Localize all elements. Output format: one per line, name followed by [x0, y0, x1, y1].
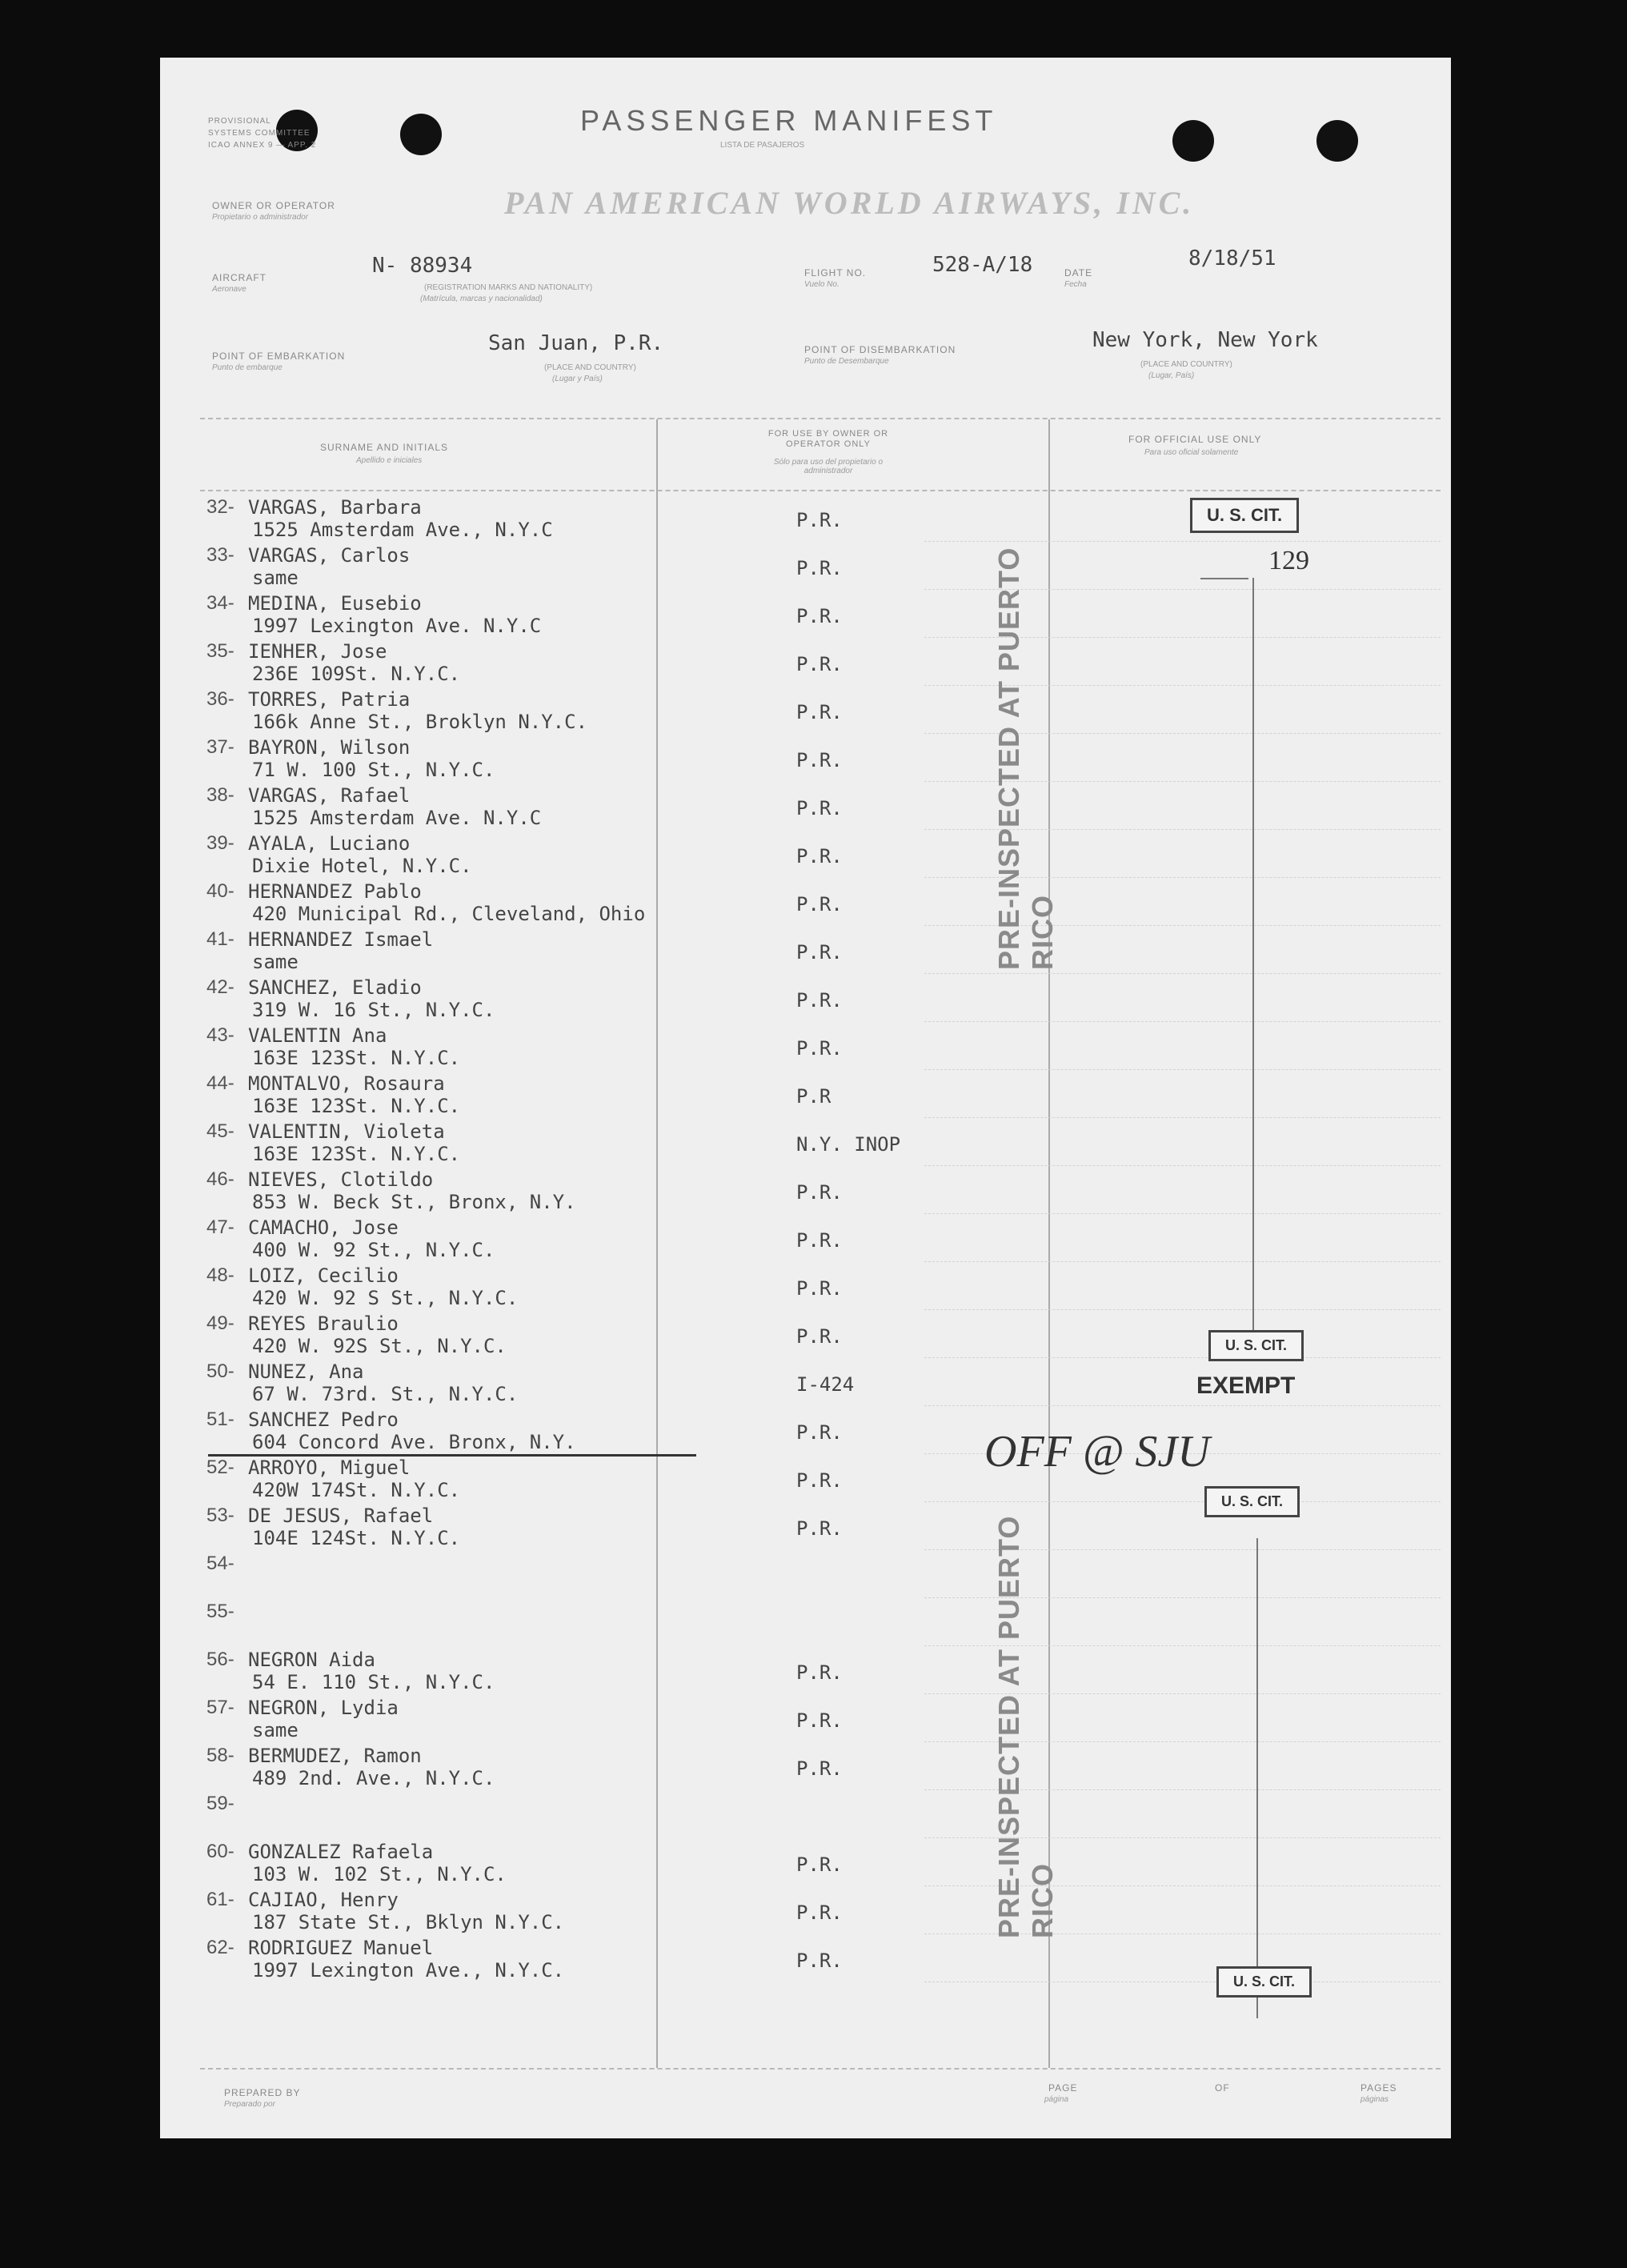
row-number: 54- — [206, 1553, 234, 1574]
operator-code: P.R — [796, 1085, 832, 1108]
operator-code: P.R. — [796, 509, 843, 531]
date-label: DATE — [1064, 267, 1093, 278]
flight-label: FLIGHT NO. — [804, 267, 867, 278]
passenger-name: REYES Braulio — [248, 1312, 399, 1335]
passenger-name: NEGRON Aida — [248, 1649, 375, 1671]
passenger-name: DE JESUS, Rafael — [248, 1505, 434, 1527]
passenger-name: VALENTIN Ana — [248, 1024, 387, 1047]
row-separator — [924, 1117, 1441, 1118]
operator-code: P.R. — [796, 1421, 843, 1444]
aircraft-label-es: Aeronave — [212, 285, 246, 294]
pages-label-es: páginas — [1361, 2095, 1389, 2104]
operator-code: N.Y. INOP — [796, 1133, 901, 1156]
passenger-name: VALENTIN, Violeta — [248, 1120, 445, 1143]
row-separator — [924, 1213, 1441, 1214]
passenger-address: 236E 109St. N.Y.C. — [252, 663, 461, 685]
punch-hole-icon — [400, 114, 442, 155]
operator-code: P.R. — [796, 557, 843, 579]
aircraft-note-es: (Matrícula, marcas y nacionalidad) — [420, 295, 543, 303]
row-number: 32- — [206, 496, 234, 518]
passenger-name: SANCHEZ Pedro — [248, 1408, 399, 1431]
exempt-stamp: EXEMPT — [1196, 1372, 1296, 1399]
passenger-name: NUNEZ, Ana — [248, 1360, 364, 1383]
operator-code: P.R. — [796, 1949, 843, 1972]
disembark-label: POINT OF DISEMBARKATION — [804, 344, 956, 355]
passenger-address: same — [252, 1719, 299, 1741]
passenger-address: 71 W. 100 St., N.Y.C. — [252, 759, 495, 781]
aircraft-note: (REGISTRATION MARKS AND NATIONALITY) — [424, 283, 593, 292]
operator-code: P.R. — [796, 605, 843, 627]
table-row — [160, 832, 1451, 880]
passenger-name: NIEVES, Clotildo — [248, 1168, 434, 1191]
flight-date: 8/18/51 — [1188, 246, 1276, 270]
owner-label-es: Propietario o administrador — [212, 213, 309, 222]
row-number: 58- — [206, 1745, 234, 1766]
passenger-address: 103 W. 102 St., N.Y.C. — [252, 1863, 507, 1885]
us-citizen-stamp: U. S. CIT. — [1216, 1966, 1312, 1998]
embark-place-note: (PLACE AND COUNTRY) — [544, 363, 636, 372]
aircraft-registration: N- 88934 — [372, 254, 473, 278]
embark-place-note-es: (Lugar y País) — [552, 375, 603, 383]
page-subtitle: LISTA DE PASAJEROS — [720, 141, 805, 150]
operator-code: P.R. — [796, 1181, 843, 1204]
passenger-name: AYALA, Luciano — [248, 832, 411, 855]
table-row — [160, 1168, 1451, 1216]
table-row — [160, 1216, 1451, 1264]
passenger-address: 163E 123St. N.Y.C. — [252, 1095, 461, 1117]
passenger-address: 420 W. 92 S St., N.Y.C. — [252, 1287, 519, 1309]
operator-code: P.R. — [796, 797, 843, 819]
row-number: 57- — [206, 1697, 234, 1718]
disembark-label-es: Punto de Desembarque — [804, 357, 889, 366]
row-separator — [924, 1261, 1441, 1262]
table-row — [160, 1072, 1451, 1120]
row-number: 49- — [206, 1312, 234, 1334]
passenger-address: 163E 123St. N.Y.C. — [252, 1143, 461, 1165]
page-label: PAGE — [1048, 2082, 1078, 2094]
passenger-name: SANCHEZ, Eladio — [248, 976, 422, 999]
row-number: 33- — [206, 544, 234, 566]
operator-code: P.R. — [796, 1229, 843, 1252]
passenger-address: 420 Municipal Rd., Cleveland, Ohio — [252, 903, 646, 925]
row-separator — [924, 1021, 1441, 1022]
passenger-address: 1525 Amsterdam Ave., N.Y.C — [252, 519, 553, 541]
table-row — [160, 1120, 1451, 1168]
disembarkation-point: New York, New York — [1092, 328, 1318, 352]
passenger-address: Dixie Hotel, N.Y.C. — [252, 855, 472, 877]
embarkation-point: San Juan, P.R. — [488, 331, 664, 355]
passenger-name: HERNANDEZ Pablo — [248, 880, 422, 903]
row-number: 62- — [206, 1937, 234, 1958]
passenger-name: BAYRON, Wilson — [248, 736, 411, 759]
table-row — [160, 784, 1451, 832]
tick-mark — [1200, 578, 1248, 579]
passenger-address: 166k Anne St., Broklyn N.Y.C. — [252, 711, 588, 733]
column-header-owner-es: Sólo para uso del propietario o administrador — [773, 458, 884, 475]
row-number: 61- — [206, 1889, 234, 1910]
row-number: 59- — [206, 1793, 234, 1814]
passenger-address: 1997 Lexington Ave., N.Y.C. — [252, 1959, 565, 1981]
operator-code: P.R. — [796, 1757, 843, 1780]
row-number: 46- — [206, 1168, 234, 1190]
strike-line — [208, 1454, 696, 1457]
pen-bracket-line — [1252, 578, 1254, 1338]
passenger-name: ARROYO, Miguel — [248, 1457, 411, 1479]
passenger-name: VARGAS, Barbara — [248, 496, 422, 519]
operator-code: P.R. — [796, 989, 843, 1012]
column-header-owner: FOR USE BY OWNER OR OPERATOR ONLY — [767, 429, 889, 449]
pre-inspected-stamp: PRE-INSPECTED AT PUERTO RICO — [992, 1515, 1059, 1938]
punch-hole-icon — [1172, 120, 1214, 162]
table-row — [160, 640, 1451, 688]
passenger-name: RODRIGUEZ Manuel — [248, 1937, 434, 1959]
row-number: 39- — [206, 832, 234, 854]
row-separator — [924, 1405, 1441, 1406]
row-separator — [924, 973, 1441, 974]
table-row — [160, 1408, 1451, 1457]
passenger-name: BERMUDEZ, Ramon — [248, 1745, 422, 1767]
operator-code: P.R. — [796, 1325, 843, 1348]
passenger-address: 187 State St., Bklyn N.Y.C. — [252, 1911, 565, 1933]
operator-code: I-424 — [796, 1373, 855, 1396]
row-number: 55- — [206, 1601, 234, 1622]
provisional-note: PROVISIONAL SYSTEMS COMMITTEE ICAO ANNEX 9 — APP. 2 — [208, 117, 317, 150]
operator-code: P.R. — [796, 1469, 843, 1492]
column-header-name: SURNAME AND INITIALS — [320, 442, 449, 453]
operator-code: P.R. — [796, 1517, 843, 1540]
prepared-by-label: PREPARED BY — [224, 2087, 301, 2098]
row-number: 60- — [206, 1841, 234, 1862]
passenger-name: TORRES, Patria — [248, 688, 411, 711]
punch-hole-icon — [1316, 120, 1358, 162]
row-number: 37- — [206, 736, 234, 758]
column-header-name-es: Apellido e iniciales — [356, 456, 423, 465]
row-number: 44- — [206, 1072, 234, 1094]
operator-code: P.R. — [796, 1853, 843, 1876]
passenger-address: same — [252, 951, 299, 973]
passenger-address: 420 W. 92S St., N.Y.C. — [252, 1335, 507, 1357]
table-row — [160, 1024, 1451, 1072]
aircraft-label: AIRCRAFT — [212, 272, 266, 283]
row-number: 50- — [206, 1360, 234, 1382]
us-citizen-stamp: U. S. CIT. — [1208, 1330, 1304, 1361]
flight-number: 528-A/18 — [932, 253, 1033, 277]
table-row — [160, 928, 1451, 976]
table-row — [160, 880, 1451, 928]
manifest-page — [160, 58, 1451, 2138]
operator-code: P.R. — [796, 1901, 843, 1924]
passenger-name: HERNANDEZ Ismael — [248, 928, 434, 951]
passenger-count: 129 — [1268, 546, 1309, 575]
operator-code: P.R. — [796, 845, 843, 868]
operator-name: PAN AMERICAN WORLD AIRWAYS, INC. — [504, 185, 1195, 221]
table-row — [160, 592, 1451, 640]
passenger-address: 104E 124St. N.Y.C. — [252, 1527, 461, 1549]
passenger-address: 604 Concord Ave. Bronx, N.Y. — [252, 1431, 576, 1453]
passenger-address: 1997 Lexington Ave. N.Y.C — [252, 615, 542, 637]
row-number: 51- — [206, 1408, 234, 1430]
footer-rule — [200, 2068, 1441, 2070]
passenger-name: MONTALVO, Rosaura — [248, 1072, 445, 1095]
table-top-rule — [200, 418, 1441, 419]
row-separator — [924, 1309, 1441, 1310]
of-label: OF — [1215, 2082, 1230, 2094]
disembark-place-note: (PLACE AND COUNTRY) — [1140, 360, 1232, 369]
pen-bracket-line — [1256, 1538, 1258, 2018]
row-number: 41- — [206, 928, 234, 950]
operator-code: P.R. — [796, 1277, 843, 1300]
row-number: 47- — [206, 1216, 234, 1238]
table-row — [160, 688, 1451, 736]
passenger-address: 54 E. 110 St., N.Y.C. — [252, 1671, 495, 1693]
passenger-name: IENHER, Jose — [248, 640, 387, 663]
row-separator — [924, 1357, 1441, 1358]
operator-code: P.R. — [796, 701, 843, 723]
passenger-address: 1525 Amsterdam Ave. N.Y.C — [252, 807, 542, 829]
passenger-name: NEGRON, Lydia — [248, 1697, 399, 1719]
table-row — [160, 544, 1451, 592]
table-header-rule — [200, 490, 1441, 491]
operator-code: P.R. — [796, 893, 843, 916]
passenger-name: CAMACHO, Jose — [248, 1216, 399, 1239]
table-row — [160, 976, 1451, 1024]
row-number: 35- — [206, 640, 234, 662]
passenger-name: MEDINA, Eusebio — [248, 592, 422, 615]
row-number: 36- — [206, 688, 234, 710]
row-number: 34- — [206, 592, 234, 614]
page-title: PASSENGER MANIFEST — [580, 104, 998, 137]
operator-code: P.R. — [796, 1709, 843, 1732]
operator-code: P.R. — [796, 749, 843, 771]
operator-code: P.R. — [796, 941, 843, 964]
table-row — [160, 1264, 1451, 1312]
table-row — [160, 736, 1451, 784]
row-number: 38- — [206, 784, 234, 806]
embark-label-es: Punto de embarque — [212, 363, 283, 372]
row-number: 52- — [206, 1457, 234, 1478]
row-number: 53- — [206, 1505, 234, 1526]
flight-label-es: Vuelo No. — [804, 280, 840, 289]
page-label-es: página — [1044, 2095, 1069, 2104]
passenger-address: 67 W. 73rd. St., N.Y.C. — [252, 1383, 519, 1405]
operator-code: P.R. — [796, 1037, 843, 1060]
row-number: 40- — [206, 880, 234, 902]
passenger-address: 420W 174St. N.Y.C. — [252, 1479, 461, 1501]
owner-label: OWNER OR OPERATOR — [212, 200, 335, 211]
passenger-address: same — [252, 567, 299, 589]
us-citizen-stamp: U. S. CIT. — [1204, 1486, 1300, 1517]
pages-label: PAGES — [1361, 2082, 1397, 2094]
row-number: 56- — [206, 1649, 234, 1670]
operator-code: P.R. — [796, 1661, 843, 1684]
date-label-es: Fecha — [1064, 280, 1087, 289]
passenger-address: 400 W. 92 St., N.Y.C. — [252, 1239, 495, 1261]
operator-code: P.R. — [796, 653, 843, 675]
us-citizen-stamp: U. S. CIT. — [1190, 498, 1299, 533]
passenger-name: CAJIAO, Henry — [248, 1889, 399, 1911]
pre-inspected-stamp: PRE-INSPECTED AT PUERTO RICO — [992, 547, 1059, 970]
passenger-address: 163E 123St. N.Y.C. — [252, 1047, 461, 1069]
off-at-sju-note: OFF @ SJU — [984, 1427, 1210, 1477]
row-separator — [924, 1165, 1441, 1166]
row-separator — [924, 1981, 1441, 1982]
row-number: 45- — [206, 1120, 234, 1142]
passenger-address: 489 2nd. Ave., N.Y.C. — [252, 1767, 495, 1789]
column-header-official-es: Para uso oficial solamente — [1144, 448, 1239, 457]
row-number: 43- — [206, 1024, 234, 1046]
passenger-address: 853 W. Beck St., Bronx, N.Y. — [252, 1191, 576, 1213]
passenger-name: LOIZ, Cecilio — [248, 1264, 399, 1287]
passenger-name: GONZALEZ Rafaela — [248, 1841, 434, 1863]
prepared-by-label-es: Preparado por — [224, 2100, 275, 2109]
row-number: 48- — [206, 1264, 234, 1286]
passenger-name: VARGAS, Rafael — [248, 784, 411, 807]
embark-label: POINT OF EMBARKATION — [212, 351, 346, 362]
disembark-place-note-es: (Lugar, País) — [1148, 371, 1195, 380]
passenger-name: VARGAS, Carlos — [248, 544, 411, 567]
column-header-official: FOR OFFICIAL USE ONLY — [1128, 434, 1262, 445]
row-number: 42- — [206, 976, 234, 998]
passenger-address: 319 W. 16 St., N.Y.C. — [252, 999, 495, 1021]
row-separator — [924, 1069, 1441, 1070]
